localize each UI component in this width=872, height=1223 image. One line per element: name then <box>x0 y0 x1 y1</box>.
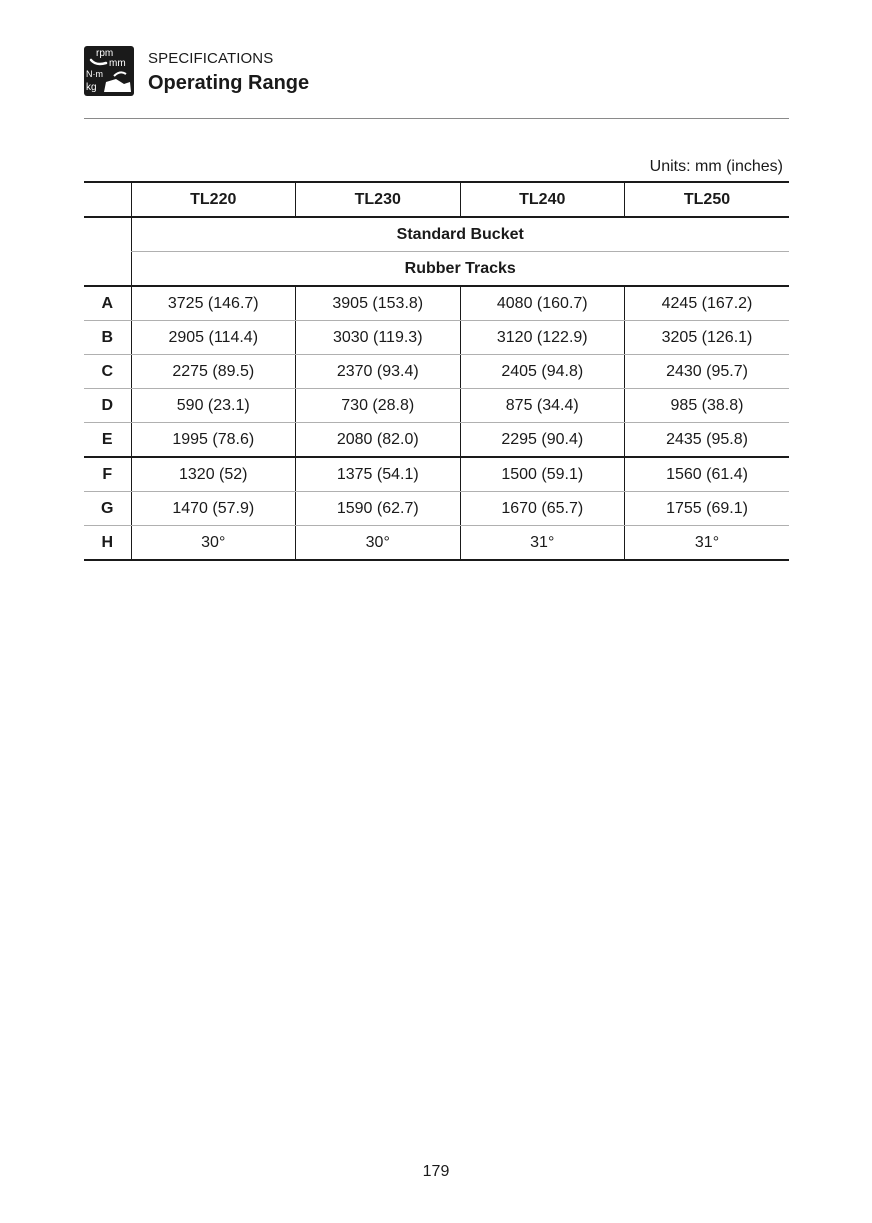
subheader-row <box>84 217 789 252</box>
table-cell: 875 (34.4) <box>460 389 625 423</box>
table-cell: 30° <box>131 526 296 561</box>
operating-range-table <box>84 181 789 561</box>
icon-kg-text: kg <box>86 82 97 93</box>
table-cell: 1500 (59.1) <box>460 457 625 492</box>
table-cell: 2370 (93.4) <box>296 355 461 389</box>
subheader-blank-cell <box>84 217 131 252</box>
table-cell: 1590 (62.7) <box>296 492 461 526</box>
table-cell: 1995 (78.6) <box>131 423 296 458</box>
table-cell: 1755 (69.1) <box>625 492 790 526</box>
header-divider <box>84 118 789 119</box>
icon-mm-text: mm <box>109 58 126 69</box>
icon-arrow-shape <box>91 60 106 64</box>
column-header: TL240 <box>460 182 625 217</box>
table-cell: 3905 (153.8) <box>296 286 461 321</box>
table-cell: 31° <box>460 526 625 561</box>
table-cell: 1375 (54.1) <box>296 457 461 492</box>
table-row <box>84 526 789 561</box>
table-row <box>84 457 789 492</box>
table-cell: 3120 (122.9) <box>460 321 625 355</box>
table-cell: 2435 (95.8) <box>625 423 790 458</box>
page-title: Operating Range <box>148 72 310 94</box>
table-cell: 1670 (65.7) <box>460 492 625 526</box>
row-label: C <box>84 355 131 389</box>
icon-machine-shape <box>104 79 131 92</box>
table-cell: 985 (38.8) <box>625 389 790 423</box>
section-label: SPECIFICATIONS <box>148 50 274 67</box>
table-cell: 31° <box>625 526 790 561</box>
table-cell: 1470 (57.9) <box>131 492 296 526</box>
table-cell: 1560 (61.4) <box>625 457 790 492</box>
subheader-tracks: Rubber Tracks <box>131 252 789 287</box>
table-cell: 2275 (89.5) <box>131 355 296 389</box>
table-row <box>84 355 789 389</box>
table-cell: 2905 (114.4) <box>131 321 296 355</box>
subheader-row <box>84 252 789 287</box>
table-cell: 3725 (146.7) <box>131 286 296 321</box>
row-label: F <box>84 457 131 492</box>
table-row <box>84 492 789 526</box>
header-blank-cell <box>84 182 131 217</box>
table-row <box>84 423 789 458</box>
column-header: TL220 <box>131 182 296 217</box>
table-cell: 30° <box>296 526 461 561</box>
row-label: E <box>84 423 131 458</box>
table-header-row <box>84 182 789 217</box>
icon-nm-text: N·m <box>86 69 103 79</box>
table-cell: 1320 (52) <box>131 457 296 492</box>
row-label: D <box>84 389 131 423</box>
subheader-bucket: Standard Bucket <box>131 217 789 252</box>
table-cell: 3030 (119.3) <box>296 321 461 355</box>
row-label: B <box>84 321 131 355</box>
column-header: TL250 <box>625 182 790 217</box>
table-row <box>84 389 789 423</box>
table-cell: 590 (23.1) <box>131 389 296 423</box>
table-cell: 2295 (90.4) <box>460 423 625 458</box>
page-number: 179 <box>422 1163 450 1180</box>
icon-rpm-text: rpm <box>96 48 114 59</box>
table-row <box>84 321 789 355</box>
specifications-icon <box>84 46 134 96</box>
specifications-icon-graphic <box>84 46 134 96</box>
row-label: H <box>84 526 131 561</box>
table-cell: 3205 (126.1) <box>625 321 790 355</box>
table-cell: 2080 (82.0) <box>296 423 461 458</box>
row-label: G <box>84 492 131 526</box>
subheader-blank-cell <box>84 252 131 287</box>
table-cell: 4080 (160.7) <box>460 286 625 321</box>
units-note: Units: mm (inches) <box>649 158 783 175</box>
table-cell: 4245 (167.2) <box>625 286 790 321</box>
table-cell: 2405 (94.8) <box>460 355 625 389</box>
table-cell: 2430 (95.7) <box>625 355 790 389</box>
table-row <box>84 286 789 321</box>
row-label: A <box>84 286 131 321</box>
icon-boom-shape <box>114 72 126 76</box>
column-header: TL230 <box>296 182 461 217</box>
table-cell: 730 (28.8) <box>296 389 461 423</box>
